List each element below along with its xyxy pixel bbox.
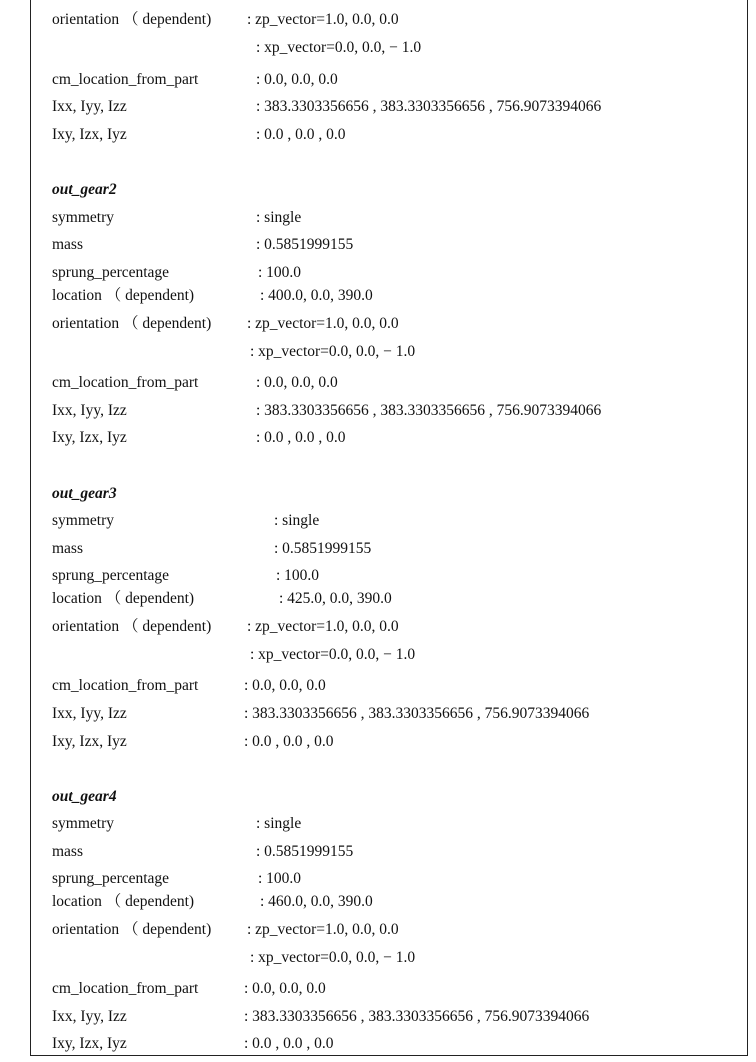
part-field-value: : xp_vector=0.0, 0.0, − 1.0 (250, 949, 416, 966)
part-field-value: : 460.0, 0.0, 390.0 (260, 893, 373, 910)
part-field-label: mass (52, 236, 83, 253)
part-field-label: orientation （ dependent) (52, 921, 212, 938)
part-field-value: : zp_vector=1.0, 0.0, 0.0 (247, 921, 399, 938)
part-field-value: : single (256, 209, 302, 226)
part-field-label: orientation （ dependent) (52, 618, 212, 635)
top-orientation-zp: : zp_vector=1.0, 0.0, 0.0 (247, 11, 399, 28)
top-orientation-xp: : xp_vector=0.0, 0.0, − 1.0 (256, 39, 422, 56)
part-field-value: : zp_vector=1.0, 0.0, 0.0 (247, 618, 399, 635)
top-inertia1-label: Ixx, Iyy, Izz (52, 98, 127, 115)
part-field-label: Ixy, Izx, Iyz (52, 429, 127, 446)
part-field-value: : 100.0 (258, 264, 302, 281)
part-field-label: symmetry (52, 815, 114, 832)
part-field-label: location （ dependent) (52, 590, 195, 607)
part-heading-out-gear3: out_gear3 (52, 485, 117, 502)
part-field-label: mass (52, 843, 83, 860)
part-field-value: : zp_vector=1.0, 0.0, 0.0 (247, 315, 399, 332)
part-field-label: Ixx, Iyy, Izz (52, 705, 127, 722)
part-field-label: location （ dependent) (52, 893, 195, 910)
top-cm-label: cm_location_from_part (52, 71, 199, 88)
part-field-label: Ixy, Izx, Iyz (52, 733, 127, 750)
top-cm-value: : 0.0, 0.0, 0.0 (256, 71, 338, 88)
part-field-value: : 100.0 (276, 567, 320, 584)
part-field-value: : xp_vector=0.0, 0.0, − 1.0 (250, 646, 416, 663)
part-field-label: symmetry (52, 512, 114, 529)
part-field-label: mass (52, 540, 83, 557)
part-field-value: : 383.3303356656 , 383.3303356656 , 756.9073394066 (256, 402, 602, 419)
part-field-value: : 0.0 , 0.0 , 0.0 (256, 429, 346, 446)
part-field-label: sprung_percentage (52, 264, 170, 281)
part-field-value: : 0.5851999155 (256, 236, 354, 253)
part-field-value: : 0.0, 0.0, 0.0 (256, 374, 338, 391)
part-field-label: Ixx, Iyy, Izz (52, 402, 127, 419)
part-field-value: : 400.0, 0.0, 390.0 (260, 287, 373, 304)
part-field-value: : 0.0, 0.0, 0.0 (244, 677, 326, 694)
part-field-label: cm_location_from_part (52, 374, 199, 391)
part-field-value: : 0.0, 0.0, 0.0 (244, 980, 326, 997)
top-inertia2-label: Ixy, Izx, Iyz (52, 126, 127, 143)
part-field-value: : single (274, 512, 320, 529)
part-field-label: Ixx, Iyy, Izz (52, 1008, 127, 1025)
part-field-label: Ixy, Izx, Iyz (52, 1035, 127, 1052)
part-field-label: cm_location_from_part (52, 980, 199, 997)
part-field-value: : single (256, 815, 302, 832)
top-inertia2-value: : 0.0 , 0.0 , 0.0 (256, 126, 346, 143)
part-field-label: sprung_percentage (52, 870, 170, 887)
part-field-value: : 100.0 (258, 870, 302, 887)
part-field-value: : xp_vector=0.0, 0.0, − 1.0 (250, 343, 416, 360)
part-field-value: : 0.5851999155 (256, 843, 354, 860)
part-field-label: location （ dependent) (52, 287, 195, 304)
part-field-value: : 0.5851999155 (274, 540, 372, 557)
part-field-value: : 383.3303356656 , 383.3303356656 , 756.9073394066 (244, 705, 590, 722)
part-field-label: cm_location_from_part (52, 677, 199, 694)
part-field-value: : 0.0 , 0.0 , 0.0 (244, 733, 334, 750)
part-field-label: orientation （ dependent) (52, 315, 212, 332)
part-heading-out-gear4: out_gear4 (52, 788, 117, 805)
part-field-label: symmetry (52, 209, 114, 226)
top-orientation-label: orientation （ dependent) (52, 11, 212, 28)
part-field-value: : 425.0, 0.0, 390.0 (279, 590, 392, 607)
part-heading-out-gear2: out_gear2 (52, 181, 117, 198)
part-field-label: sprung_percentage (52, 567, 170, 584)
part-field-value: : 383.3303356656 , 383.3303356656 , 756.9073394066 (244, 1008, 590, 1025)
part-field-value: : 0.0 , 0.0 , 0.0 (244, 1035, 334, 1052)
top-inertia1-value: : 383.3303356656 , 383.3303356656 , 756.9073394066 (256, 98, 602, 115)
